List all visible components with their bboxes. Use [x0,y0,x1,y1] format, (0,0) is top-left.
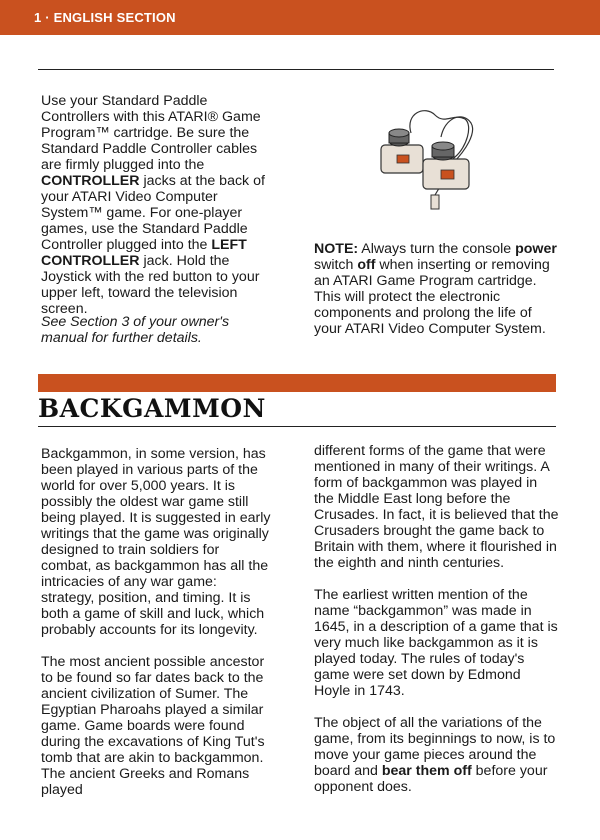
section-bar [38,374,556,392]
left-controller-emphasis: LEFT CONTROLLER [41,237,247,269]
body-paragraph [314,715,559,795]
off-emphasis: off [357,257,376,273]
body-paragraph: Backgammon, in some version, has been played in various parts of the world for over 5,000 years. It is possibly the oldest war game still being played. It is suggested in early writings that the game was originally designed to train soldiers for combat, as backgammon has all the intricacies of any war game: strategy, position, and timing. It is both a game of skill and luck, which probably accounts for its longevity. [41,446,271,638]
note-text-3: when inserting or removing an ATARI Game Program cartridge. This will protect the electronic components and prolong the life of your ATARI Video Computer System. [314,257,550,337]
owners-manual-reference: See Section 3 of your owner's manual for further details. [41,314,230,346]
controller-emphasis: CONTROLLER [41,173,140,189]
note-label: NOTE: [314,241,359,257]
body-right-column [314,443,559,795]
body-left-column [41,446,273,798]
power-note [314,241,559,337]
note-text-1: Always turn the console [358,241,516,257]
note-text-2: switch [314,257,358,273]
body-paragraph: different forms of the game that were mentioned in many of their writings. A form of backgammon was played in the Middle East long before the Crusades. In fact, it is believed that the Crusaders brought the game back to Britain with them, where it flourished in the eighth and ninth centuries. [314,443,559,571]
divider-rule [38,69,554,70]
bear-them-off-emphasis: bear them off [381,763,472,779]
body-paragraph: The most ancient possible ancestor to be found so far dates back to the ancient civilization of Sumer. The Egyptian Pharoahs played a similar game. Game boards were found during the excavations of King Tut's tomb that are akin to backgammon. The ancient Greeks and Romans played [41,654,265,798]
object-text-2: before your opponent does. [314,763,548,795]
setup-instructions [41,93,271,317]
paddle-controllers-icon [375,103,480,211]
object-text-1: The object of all the variations of the game, from its beginnings to now, is to move your game pieces around the board and [314,715,556,779]
section-header-title: 1 · ENGLISH SECTION [34,10,176,25]
instructions-text-1: Use your Standard Paddle Controllers with this ATARI® Game Program™ cartridge. Be sure the Standard Paddle Controller cables are firmly plugged into the [41,93,261,173]
section-title: BACKGAMMON [38,394,266,423]
instructions-text-3: jack. Hold the Joystick with the red button to your upper left, toward the television screen. [41,253,260,317]
instructions-text-2: jacks at the back of your ATARI Video Computer System™ game. For one-player games, use the Standard Paddle Controller plugged into the [41,173,265,253]
title-rule [38,426,556,427]
power-emphasis: power [515,241,557,257]
body-paragraph: The earliest written mention of the name “backgammon” was made in 1645, in a description of a game that is very much like backgammon as it is played today. The rules of today's game were set down by Edmond Hoyle in 1743. [314,587,558,699]
